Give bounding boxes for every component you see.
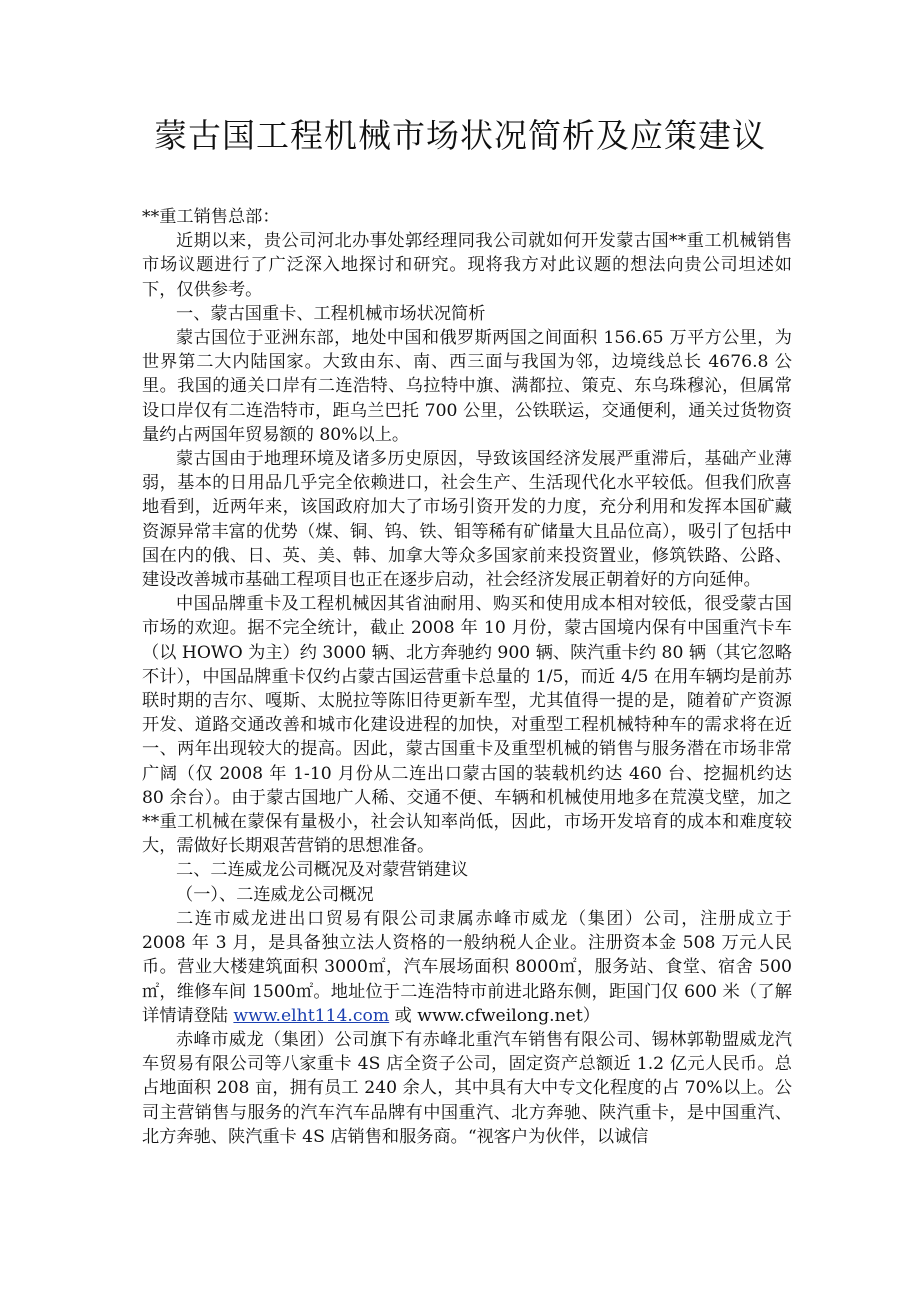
paragraph-economy: 蒙古国由于地理环境及诸多历史原因，导致该国经济发展严重滞后，基础产业薄弱，基本的日用品几乎完全依赖进口，社会生产、生活现代化水平较低。但我们欣喜地看到，近两年来，该国政府加大了市场引资开发的力度，充分利用和发挥本国矿藏资源异常丰富的优势（煤、铜、钨、铁、钼等稀有矿储量大且品位高），吸引了包括中国在内的俄、日、英、美、韩、加拿大等众多国家前来投资置业，修筑铁路、公路、建设改善城市基础工程项目也正在逐步启动，社会经济发展正朝着好的方向延伸。 — [142, 449, 792, 591]
subsection-heading-2-1: （一）、二连威龙公司概况 — [176, 884, 374, 905]
section-heading-2: 二、二连威龙公司概况及对蒙营销建议 — [176, 860, 469, 881]
paragraph-market: 中国品牌重卡及工程机械因其省油耐用、购买和使用成本相对较低，很受蒙古国市场的欢迎。据不完全统计，截止 2008 年 10 月份，蒙古国境内保有中国重汽卡车（以 HOWO 为主）约 3000 辆、北方奔驰约 900 辆、陕汽重卡约 80 辆（其它忽略不计），中国品牌重卡仅约占蒙古国运营重卡总量的 1/5，而近 4/5 在用车辆均是前苏联时期的吉尔、嘎斯、太脱拉等陈旧待更新车型，尤其值得一提的是，随着矿产资源开发、道路交通改善和城市化建设进程的加快，对重型工程机械特种车的需求将在近一、两年出现较大的提高。因此，蒙古国重卡及重型机械的销售与服务潜在市场非常广阔（仅 2008 年 1-10 月份从二连出口蒙古国的装载机约达 460 台、挖掘机约达 80 余台）。由于蒙古国地广人稀、交通不便、车辆和机械使用地多在荒漠戈壁，加之**重工机械在蒙保有量极小，社会认知率尚低，因此，市场开发培育的成本和难度较大，需做好长期艰苦营销的思想准备。 — [142, 594, 792, 857]
paragraph-group-overview: 赤峰市威龙（集团）公司旗下有赤峰北重汽车销售有限公司、锡林郭勒盟威龙汽车贸易有限公司等八家重卡 4S 店全资子公司，固定资产总额近 1.2 亿元人民币。总占地面积 208 亩，拥有员工 240 余人，其中具有大中专文化程度的占 70%以上。公司主营销售与服务的汽车汽车品牌有中国重汽、北方奔驰、陕汽重卡，是中国重汽、北方奔驰、陕汽重卡 4S 店销售和服务商。“视客户为伙伴，以诚信 — [142, 1029, 792, 1147]
document-title: 蒙古国工程机械市场状况简析及应策建议 — [154, 116, 766, 155]
document-body — [142, 205, 792, 1149]
paragraph-intro: 近期以来，贵公司河北办事处郭经理同我公司就如何开发蒙古国**重工机械销售市场议题进行了广泛深入地探讨和研究。现将我方对此议题的想法向贵公司坦述如下，仅供参考。 — [142, 231, 792, 300]
company-overview-text-end: 或 www.cfweilong.net） — [389, 1005, 600, 1026]
company-overview-text: 二连市威龙进出口贸易有限公司隶属赤峰市威龙（集团）公司，注册成立于 2008 年 3 月，是具备独立法人资格的一般纳税人企业。注册资本金 508 万元人民币。营业大楼建筑面积 3000㎡，汽车展场面积 8000㎡，服务站、食堂、宿舍 500㎡，维修车间 1500㎡。地址位于二连浩特市前进北路东侧，距国门仅 600 米（了解详情请登陆 — [142, 908, 792, 1026]
paragraph-company-overview — [142, 907, 792, 1028]
salutation: **重工销售总部： — [142, 207, 280, 227]
paragraph-geography: 蒙古国位于亚洲东部，地处中国和俄罗斯两国之间面积 156.65 万平方公里，为世界第二大内陆国家。大致由东、南、西三面与我国为邻，边境线总长 4676.8 公里。我国的通关口岸有二连浩特、乌拉特中旗、满都拉、策克、东乌珠穆沁，但属常设口岸仅有二连浩特市，距乌兰巴托 700 公里，公铁联运，交通便利，通关过货物资量约占两国年贸易额的 80%以上。 — [142, 328, 792, 445]
website-link[interactable]: www.elht114.com — [233, 1005, 390, 1026]
section-heading-1: 一、蒙古国重卡、工程机械市场状况简析 — [176, 303, 486, 324]
